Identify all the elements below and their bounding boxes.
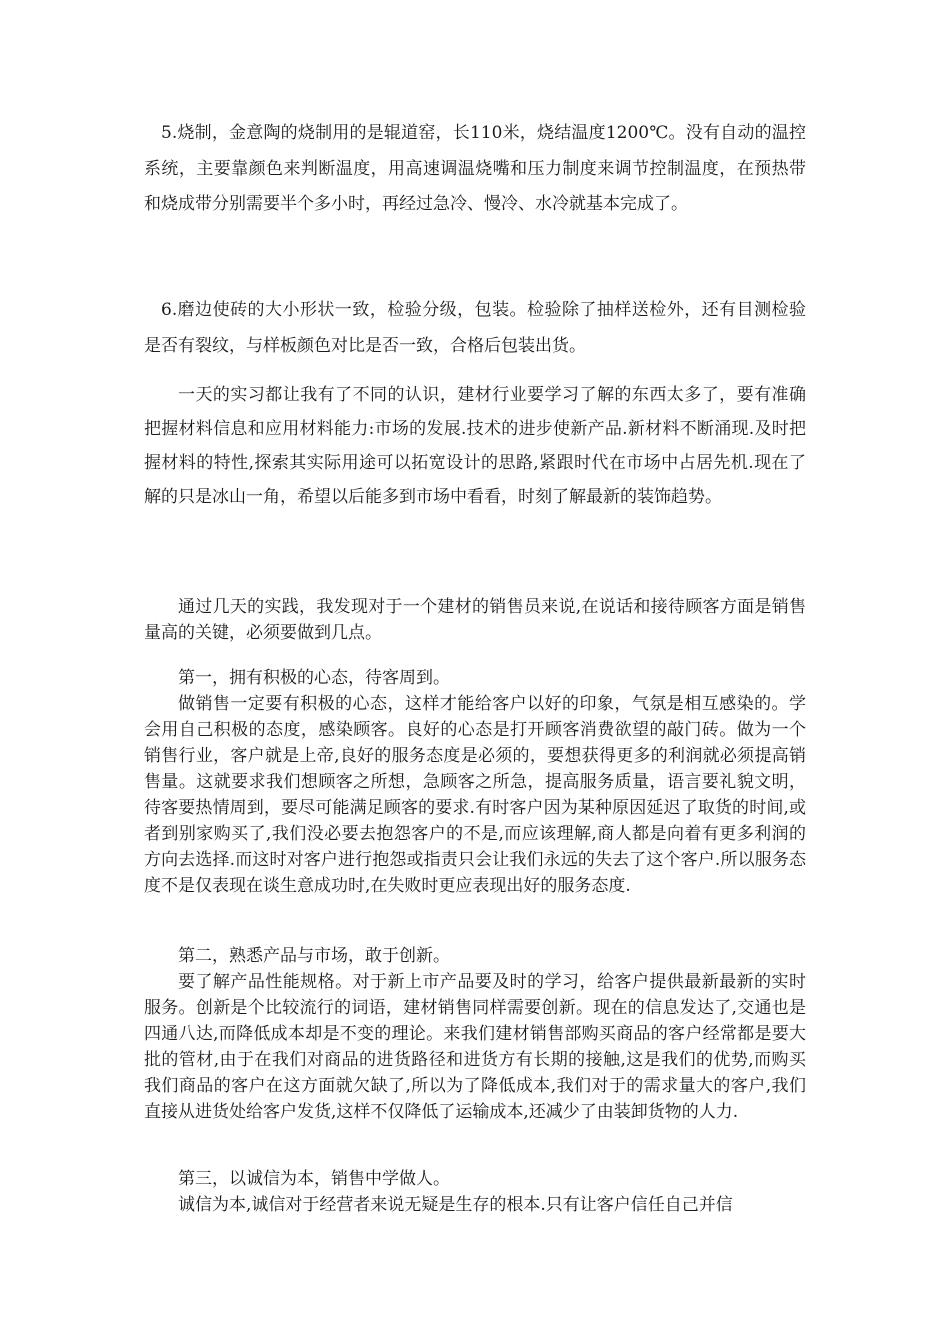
paragraph-text: 6.磨边使砖的大小形状一致，检验分级，包装。检验除了抽样送检外，还有目测检验是否有裂纹，与样板颜色对比是否一致，合格后包装出货。	[144, 300, 806, 356]
paragraph-reflection	[144, 378, 806, 514]
paragraph-firing	[144, 116, 806, 223]
paragraph-text: 做销售一定要有积极的心态，这样才能给客户以好的印象，气氛是相互感染的。学会用自己积极的态度，感染顾客。良好的心态是打开顾客消费欲望的敲门砖。做为一个销售行业，客户就是上帝,良好的服务态度是必须的，要想获得更多的利润就必须提高销售量。这就要求我们想顾客之所想，急顾客之所急，提高服务质量，语言要礼貌文明，待客要热情周到，要尽可能满足顾客的要求.有时客户因为某种原因延迟了取货的时间,或者到别家购买了,我们没必要去抱怨客户的不是,而应该理解,商人都是向着有更多利润的方向去选择.而这时对客户进行抱怨或指责只会让我们永远的失去了这个客户.所以服务态度不是仅表现在谈生意成功时,在失败时更应表现出好的服务态度.	[144, 694, 806, 896]
paragraph-text: 5.烧制，金意陶的烧制用的是辊道窑，长110米，烧结温度1200℃。没有自动的温控系统，主要靠颜色来判断温度，用高速调温烧嘴和压力制度来调节控制温度，在预热带和烧成带分别需要半个多小时，再经过急冷、慢冷、水冷就基本完成了。	[144, 123, 806, 214]
section-heading: 第三，以诚信为本，销售中学做人。	[178, 1169, 450, 1189]
paragraph-text: 一天的实习都让我有了不同的认识，建材行业要学习了解的东西太多了，要有准确把握材料信息和应用材料能力:市场的发展.技术的进步使新产品.新材料不断涌现.及时把握材料的特性,探索其实际用途可以拓宽设计的思路,紧跟时代在市场中占居先机.现在了解的只是冰山一角，希望以后能多到市场中看看，时刻了解最新的装饰趋势。	[144, 385, 806, 507]
paragraph-text: 通过几天的实践，我发现对于一个建材的销售员来说,在说话和接待顾客方面是销售量高的关键，必须要做到几点。	[144, 597, 806, 643]
section-heading: 第一，拥有积极的心态，待客周到。	[178, 668, 450, 688]
section-second	[144, 943, 806, 1125]
paragraph-text: 诚信为本,诚信对于经营者来说无疑是生存的根本.只有让客户信任自己并信	[178, 1195, 733, 1215]
section-heading: 第二，熟悉产品与市场，敢于创新。	[178, 946, 450, 966]
paragraph-intro	[144, 594, 806, 646]
section-first	[144, 665, 806, 899]
paragraph-edging	[144, 293, 806, 364]
section-third	[144, 1166, 806, 1218]
paragraph-text: 要了解产品性能规格。对于新上市产品要及时的学习，给客户提供最新最新的实时服务。创新是个比较流行的词语，建材销售同样需要创新。现在的信息发达了,交通也是四通八达,而降低成本却是不变的理论。来我们建材销售部购买商品的客户经常都是要大批的管材,由于在我们对商品的进货路径和进货方有长期的接触,这是我们的优势,而购买我们商品的客户在这方面就欠缺了,所以为了降低成本,我们对于的需求量大的客户,我们直接从进货处给客户发货,这样不仅降低了运输成本,还减少了由装卸货物的人力.	[144, 972, 806, 1122]
